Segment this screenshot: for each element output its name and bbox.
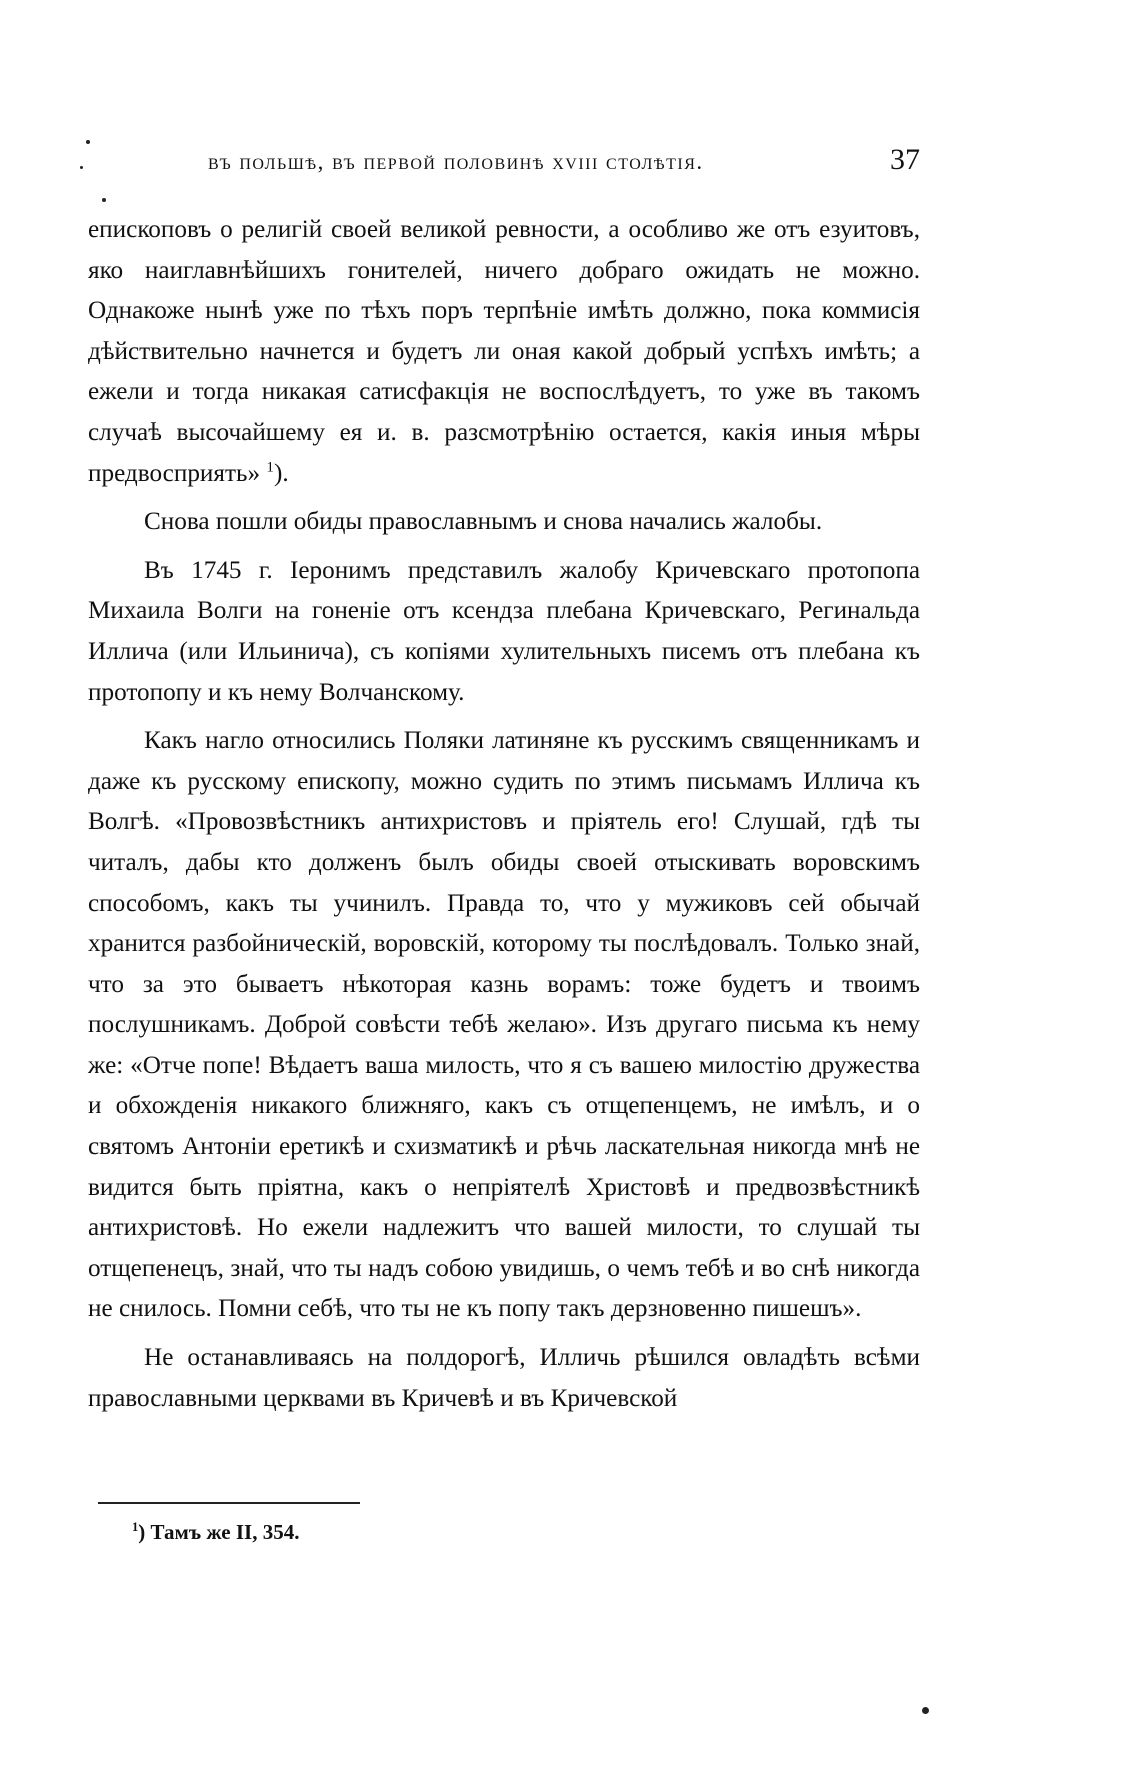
footnote-reference: 1 [266,459,274,476]
print-speck [922,1707,929,1714]
footnote-text: Тамъ же II, 354. [145,1520,300,1544]
print-speck [80,166,83,169]
paragraph: Не останавливаясь на полдорогѣ, Илличь рѣшился овладѣть всѣми православными церквами въ Кричевѣ и въ Кричевской [88,1344,920,1412]
paragraph: Какъ нагло относились Поляки латиняне къ русскимъ священникамъ и даже къ русскому епископу, можно судить по этимъ письмамъ Иллича къ Волгѣ. «Провозвѣстникъ антихристовъ и пріятель его! Слушай, гдѣ ты читалъ, дабы кто долженъ былъ обиды своей отыскивать воровскимъ способомъ, какъ ты учинилъ. Правда то, что у мужиковъ сей обычай хранится разбойническій, воровскій, которому ты послѣдовалъ. Только знай, что за это бываетъ нѣкоторая казнь ворамъ: тоже будетъ и твоимъ послушникамъ. Доброй совѣсти тебѣ желаю». Изъ другаго письма къ нему же: «Отче попе! Вѣдаетъ ваша милость, что я съ вашею милостію дружества и обхожденія никакого ближняго, какъ съ отщепенцемъ, не имѣлъ, и о святомъ Антоніи еретикѣ и схизматикѣ и рѣчь ласкательная никогда мнѣ не видится быть пріятна, какъ о непріятелѣ Христовѣ и предвозвѣстникѣ антихристовѣ. Но ежели надлежитъ что вашей милости, то слушай ты отщепенецъ, знай, что ты надъ собою увидишь, о чемъ тебѣ и во снѣ никогда не снилось. Помни себѣ, что ты не къ попу такъ дерзновенно пишешъ». [88,727,920,1323]
footnote-marker-tail: ) [138,1520,146,1544]
footnote-reference-tail: ). [273,459,289,487]
footnote-rule [98,1502,360,1504]
paragraph: Въ 1745 г. Іеронимъ представилъ жалобу Кричевскаго протопопа Михаила Волги на гоненіе отъ ксендза плебана Кричевскаго, Регинальда Иллича (или Ильинича), съ копіями хулительныхъ писемъ отъ плебана къ протопопу и къ нему Волчанскому. [88,556,920,706]
running-head [88,143,920,183]
paragraph: Снова пошли обиды православнымъ и снова начались жалобы. [144,508,823,536]
body-text [88,210,920,1419]
paragraph-text: епископовъ о религій своей великой ревности, а особливо же отъ езуитовъ, яко наиглавнѣйшихъ гонителей, ничего добраго ожидать не можно. Однакоже нынѣ уже по тѣхъ поръ терпѣніе имѣть должно, пока коммисія дѣйствительно начнется и будетъ ли оная какой добрый успѣхъ имѣть; а ежели и тогда никакая сатисфакція не воспослѣдуетъ, то уже въ такомъ случаѣ высочайшему ея и. в. разсмотрѣнію остается, какія иныя мѣры предвосприять» [88,216,920,487]
paragraph-continued [88,210,920,494]
running-title: въ польшѣ, въ первой половинѣ xviii столѣтія. [208,149,704,174]
footnote [132,1520,299,1545]
print-speck [102,198,106,202]
page-number: 37 [890,143,920,176]
footnote-marker: 1 [132,1520,139,1534]
